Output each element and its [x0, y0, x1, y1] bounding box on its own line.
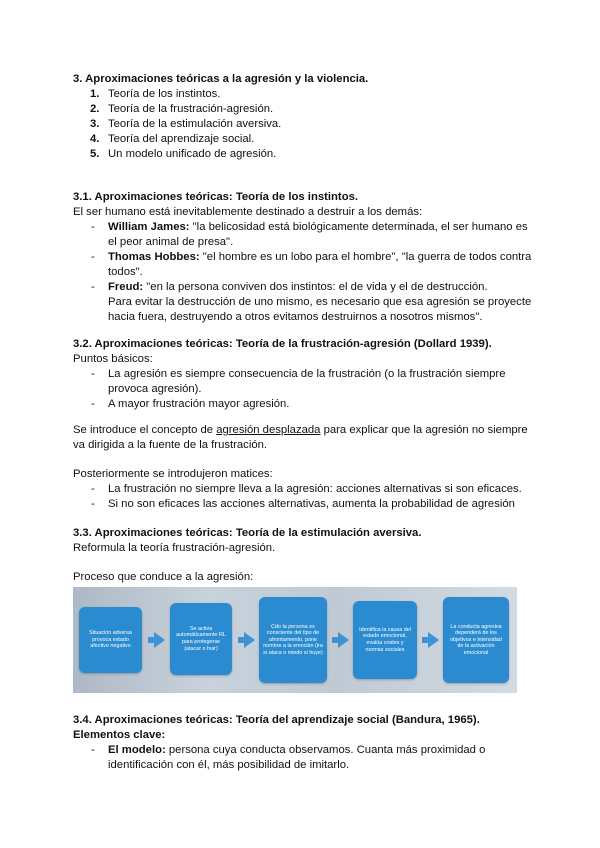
list-item: [73, 250, 533, 280]
list-item: [73, 743, 533, 773]
section-3-4-title: 3.4. Aproximaciones teóricas: Teoría del aprendizaje social (Bandura, 1965).: [73, 714, 480, 726]
section-3-3: [73, 526, 533, 556]
section-3-3-intro: Reformula la teoría frustración-agresión.: [73, 542, 276, 554]
paragraph-text: para explicar que la agresión no siempre va dirigida a la fuente de la frustración.: [73, 424, 528, 451]
list-item: - Si no son eficaces las acciones alternativas, aumenta la probabilidad de agresión: [73, 497, 533, 512]
list-number: 5.: [90, 148, 100, 160]
list-number: 3.: [90, 118, 100, 130]
process-step-1: Situación adversa provoca estado afectivo negativo: [79, 607, 142, 673]
list-item: [73, 147, 533, 162]
arrow-right-icon: [244, 632, 255, 648]
section-3-2-paragraph: [73, 423, 533, 453]
author-name: Freud:: [108, 281, 144, 293]
list-item: [73, 117, 533, 132]
section-3: [73, 72, 533, 162]
process-diagram: [73, 587, 517, 693]
process-step-3: Cdo la persona es consciente del tipo de afrontamiento, pone nombre a la emoción (ira si ataca o miedo si huye): [259, 597, 327, 683]
section-3-1-intro: El ser humano está inevitablemente destinado a destruir a los demás:: [73, 206, 423, 218]
section-3-4-subtitle: Elementos clave:: [73, 729, 166, 741]
term-definition: persona cuya conducta observamos. Cuanta más proximidad o identificación con él, más posibilidad de imitarlo.: [108, 744, 486, 771]
section-3-2-title: 3.2. Aproximaciones teóricas: Teoría de la frustración-agresión (Dollard 1939).: [73, 338, 492, 350]
process-label-wrap: [73, 570, 533, 585]
paragraph-text: Se introduce el concepto de: [73, 424, 217, 436]
list-text: Teoría de los instintos.: [108, 88, 221, 100]
section-3-1-list: [73, 220, 533, 325]
section-3-2-intro: Puntos básicos:: [73, 353, 153, 365]
arrow-right-icon: [154, 632, 165, 648]
list-item: - A mayor frustración mayor agresión.: [73, 397, 533, 412]
quote-text-continued: Para evitar la destrucción de uno mismo, es necesario que esa agresión se proyecte hacia fuera, destruyendo a otros evitamos destruirnos a nosotros mismos".: [108, 296, 532, 323]
list-item: [73, 132, 533, 147]
quote-text: "el hombre es un lobo para el hombre", "la guerra de todos contra todos".: [108, 251, 532, 278]
list-item: [73, 87, 533, 102]
process-label: Proceso que conduce a la agresión:: [73, 571, 254, 583]
key-term: El modelo:: [108, 744, 166, 756]
arrow-right-icon: [428, 632, 439, 648]
quote-text: "en la persona conviven dos instintos: el de vida y el de destrucción.: [143, 281, 488, 293]
process-step-2: Se activa automáticamente RL para protegerse (atacar o huir): [170, 603, 232, 675]
section-3-1: [73, 190, 533, 325]
list-text: Teoría de la frustración-agresión.: [108, 103, 274, 115]
section-3-3-title: 3.3. Aproximaciones teóricas: Teoría de la estimulación aversiva.: [73, 527, 422, 539]
section-3-title: 3. Aproximaciones teóricas a la agresión y la violencia.: [73, 73, 369, 85]
section-3-list: [73, 87, 533, 162]
list-item: [73, 220, 533, 250]
nuances-list: [73, 482, 533, 512]
list-text: Teoría de la estimulación aversiva.: [108, 118, 282, 130]
section-3-2-list: [73, 367, 533, 412]
arrow-right-icon: [338, 632, 349, 648]
list-number: 2.: [90, 103, 100, 115]
nuances-intro: Posteriormente se introdujeron matices:: [73, 468, 273, 480]
author-name: William James:: [108, 221, 190, 233]
displaced-aggression-paragraph: [73, 423, 533, 453]
list-item: [73, 280, 533, 325]
process-step-4: Identifica la causa del estado emocional, evalúa costes y normas sociales: [353, 601, 417, 679]
section-3-1-title: 3.1. Aproximaciones teóricas: Teoría de los instintos.: [73, 191, 359, 203]
list-text: Teoría del aprendizaje social.: [108, 133, 255, 145]
process-step-5: La conducta agresiva dependerá de los objetivos e intensidad de la activación emocional: [443, 597, 509, 683]
list-item: - La agresión es siempre consecuencia de la frustración (o la frustración siempre provoca agresión).: [73, 367, 533, 397]
author-name: Thomas Hobbes:: [108, 251, 200, 263]
section-3-2: [73, 337, 533, 412]
list-number: 1.: [90, 88, 100, 100]
list-item: [73, 102, 533, 117]
section-3-4-list: [73, 743, 533, 773]
quote-text: "la belicosidad está biológicamente determinada, el ser humano es el peor animal de presa".: [108, 221, 528, 248]
list-number: 4.: [90, 133, 100, 145]
displaced-aggression-term: agresión desplazada: [216, 424, 321, 436]
list-text: Un modelo unificado de agresión.: [108, 148, 277, 160]
section-3-2-nuances: [73, 467, 533, 512]
section-3-4: [73, 713, 533, 773]
list-item: - La frustración no siempre lleva a la agresión: acciones alternativas si son eficaces.: [73, 482, 533, 497]
